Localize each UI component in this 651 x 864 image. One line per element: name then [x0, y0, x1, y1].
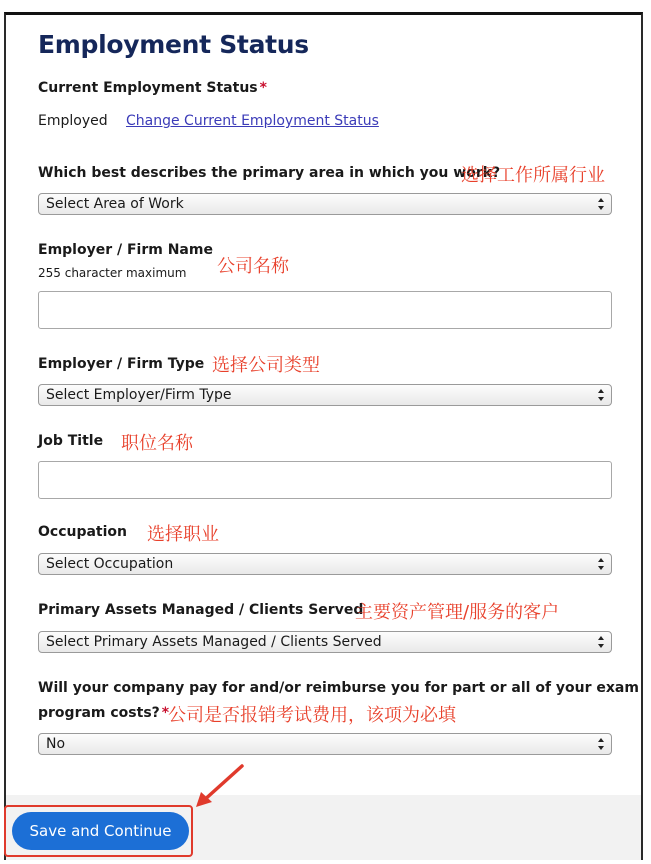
select-arrows-icon [597, 556, 605, 572]
current-status-value: Employed [38, 113, 108, 129]
save-and-continue-button[interactable]: Save and Continue [12, 812, 189, 850]
select-arrows-icon [597, 736, 605, 752]
job-title-label: Job Title [38, 433, 104, 449]
area-of-work-select[interactable] [38, 193, 612, 215]
assets-annotation: 主要资产管理/服务的客户 [355, 602, 560, 623]
annotation-arrow-icon [192, 762, 248, 810]
change-status-link[interactable]: Change Current Employment Status [126, 113, 379, 129]
reimburse-select[interactable] [38, 733, 612, 755]
firm-type-label: Employer / Firm Type [38, 356, 205, 372]
firm-name-annotation: 公司名称 [217, 256, 289, 277]
assets-select-value: Select Primary Assets Managed / Clients Served [46, 634, 382, 650]
firm-name-label: Employer / Firm Name [38, 242, 213, 258]
reimburse-select-value: No [46, 736, 66, 752]
reimburse-label-line2 [38, 705, 169, 721]
firm-type-annotation: 选择公司类型 [212, 355, 320, 376]
select-arrows-icon [597, 634, 605, 650]
area-of-work-label: Which best describes the primary area in which you work? [38, 165, 501, 181]
occupation-annotation: 选择职业 [147, 524, 219, 545]
select-arrows-icon [597, 196, 605, 212]
assets-label: Primary Assets Managed / Clients Served [38, 602, 364, 618]
firm-type-select[interactable] [38, 384, 612, 406]
occupation-select[interactable] [38, 553, 612, 575]
area-of-work-annotation: 选择工作所属行业 [461, 165, 605, 186]
required-mark: * [259, 80, 267, 96]
job-title-annotation: 职位名称 [121, 433, 193, 454]
reimburse-annotation: 公司是否报销考试费用，该项为必填 [168, 705, 456, 726]
assets-select[interactable] [38, 631, 612, 653]
current-status-label-text: Current Employment Status [38, 80, 258, 96]
select-arrows-icon [597, 387, 605, 403]
current-status-label [38, 80, 267, 96]
reimburse-label-line1: Will your company pay for and/or reimburse you for part or all of your exam [38, 680, 639, 696]
firm-type-select-value: Select Employer/Firm Type [46, 387, 232, 403]
firm-name-hint: 255 character maximum [38, 266, 187, 280]
job-title-input[interactable] [38, 461, 612, 499]
required-mark: * [161, 705, 170, 721]
firm-name-input[interactable] [38, 291, 612, 329]
area-of-work-select-value: Select Area of Work [46, 196, 184, 212]
occupation-select-value: Select Occupation [46, 556, 174, 572]
reimburse-label-text: program costs? [38, 705, 160, 721]
occupation-label: Occupation [38, 524, 128, 540]
page-title: Employment Status [38, 30, 309, 59]
